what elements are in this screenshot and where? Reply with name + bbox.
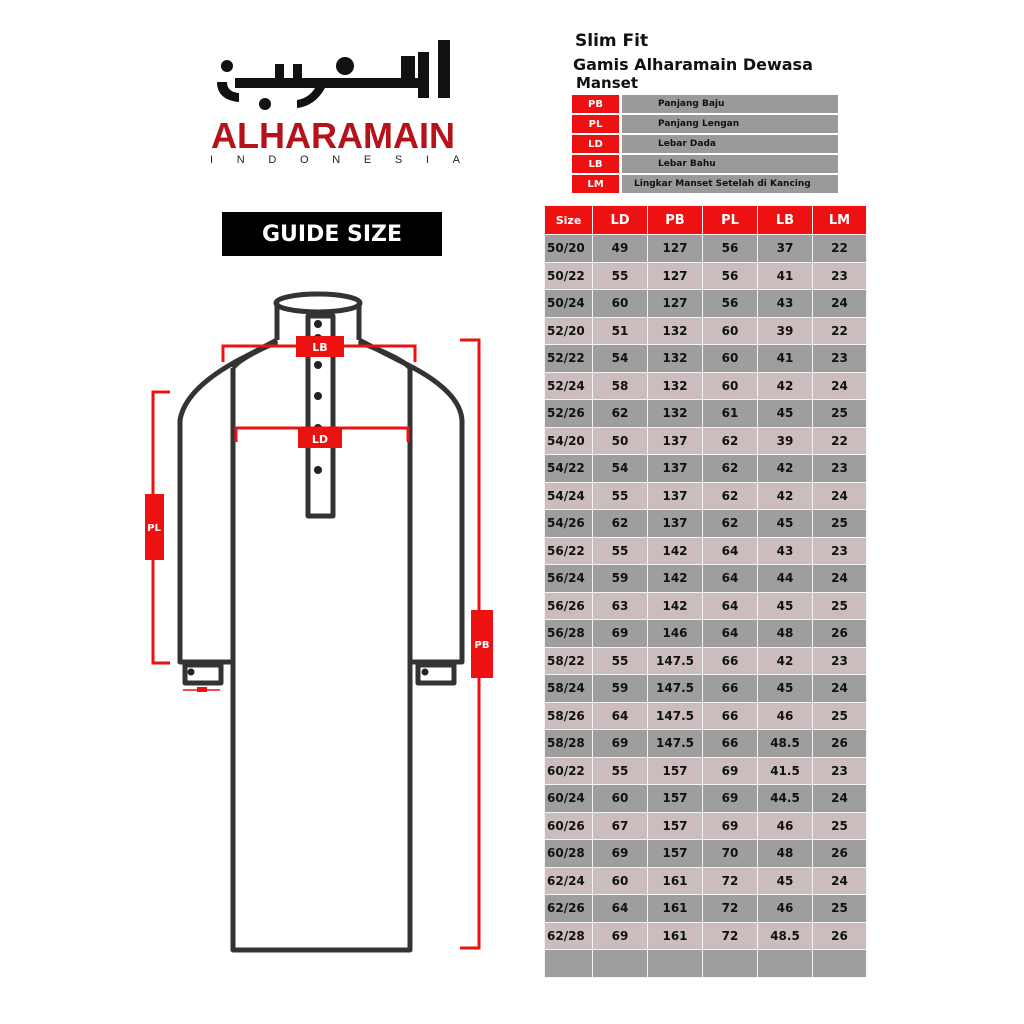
measurement-cell: 44.5 — [758, 785, 813, 813]
measurement-cell: 22 — [813, 427, 867, 455]
measurement-cell: 64 — [703, 565, 758, 593]
measurement-cell: 37 — [758, 235, 813, 263]
measurement-cell: 161 — [648, 895, 703, 923]
size-table-body — [545, 235, 867, 978]
table-row — [545, 647, 867, 675]
measurement-cell: 25 — [813, 702, 867, 730]
measurement-cell: 69 — [593, 922, 648, 950]
measurement-cell: 142 — [648, 565, 703, 593]
measurement-cell: 54 — [593, 455, 648, 483]
legend-row — [572, 115, 838, 133]
measurement-cell: 44 — [758, 565, 813, 593]
measurement-cell — [648, 950, 703, 978]
measurement-cell: 25 — [813, 895, 867, 923]
measurement-cell: 23 — [813, 647, 867, 675]
measurement-cell: 137 — [648, 427, 703, 455]
header-lm: LM — [813, 206, 867, 235]
product-title: Gamis Alharamain Dewasa — [573, 55, 813, 74]
measurement-cell: 26 — [813, 730, 867, 758]
brand-name: ALHARAMAIN — [211, 115, 455, 156]
variant-title: Manset — [576, 74, 638, 92]
measurement-cell: 62 — [703, 482, 758, 510]
measurement-cell: 39 — [758, 317, 813, 345]
size-chart-table — [544, 205, 867, 978]
measurement-cell: 62 — [593, 400, 648, 428]
table-row — [545, 262, 867, 290]
measurement-cell: 48.5 — [758, 730, 813, 758]
measurement-cell: 69 — [703, 785, 758, 813]
measurement-cell: 46 — [758, 812, 813, 840]
measurement-cell: 56 — [703, 235, 758, 263]
measurement-cell: 41.5 — [758, 757, 813, 785]
table-row — [545, 950, 867, 978]
measurement-cell: 70 — [703, 840, 758, 868]
measurement-cell: 46 — [758, 895, 813, 923]
subtitle-letter: I — [210, 154, 214, 166]
guide-size-banner: GUIDE SIZE — [222, 212, 442, 256]
measurement-cell: 60 — [703, 372, 758, 400]
size-cell: 56/22 — [545, 537, 593, 565]
size-cell: 62/24 — [545, 867, 593, 895]
subtitle-letter: S — [394, 154, 403, 166]
table-row — [545, 427, 867, 455]
measurement-cell: 69 — [593, 840, 648, 868]
measurement-cell: 62 — [703, 427, 758, 455]
table-row — [545, 290, 867, 318]
measurement-cell — [593, 950, 648, 978]
table-row — [545, 840, 867, 868]
measurement-cell: 56 — [703, 262, 758, 290]
measurement-cell: 66 — [703, 730, 758, 758]
measurement-cell: 24 — [813, 867, 867, 895]
measurement-cell: 22 — [813, 235, 867, 263]
measurement-cell: 132 — [648, 372, 703, 400]
measurement-cell: 48 — [758, 840, 813, 868]
subtitle-letter: D — [268, 154, 277, 166]
measurement-cell: 45 — [758, 592, 813, 620]
measurement-cell: 62 — [703, 455, 758, 483]
brand-subtitle — [210, 154, 460, 166]
measurement-cell: 25 — [813, 400, 867, 428]
measurement-cell: 23 — [813, 537, 867, 565]
measurement-cell: 54 — [593, 345, 648, 373]
measurement-cell: 127 — [648, 262, 703, 290]
measurement-cell: 142 — [648, 537, 703, 565]
size-cell: 60/28 — [545, 840, 593, 868]
table-row — [545, 510, 867, 538]
measurement-cell: 25 — [813, 812, 867, 840]
legend-code: LB — [572, 155, 619, 173]
measurement-cell: 24 — [813, 372, 867, 400]
legend-code: PL — [572, 115, 619, 133]
measurement-cell: 39 — [758, 427, 813, 455]
size-cell: 54/22 — [545, 455, 593, 483]
measurement-cell: 64 — [703, 620, 758, 648]
table-row — [545, 565, 867, 593]
table-row — [545, 620, 867, 648]
size-cell: 52/22 — [545, 345, 593, 373]
measurement-cell: 24 — [813, 785, 867, 813]
size-cell: 58/26 — [545, 702, 593, 730]
measurement-cell — [813, 950, 867, 978]
measurement-cell: 161 — [648, 922, 703, 950]
measurement-cell: 69 — [593, 620, 648, 648]
legend-row — [572, 95, 838, 113]
measurement-cell: 60 — [593, 290, 648, 318]
header-ld: LD — [593, 206, 648, 235]
legend-desc: Lebar Bahu — [622, 155, 838, 173]
measurement-cell: 48 — [758, 620, 813, 648]
table-row — [545, 785, 867, 813]
pb-label: PB — [474, 640, 490, 651]
measurement-cell: 137 — [648, 510, 703, 538]
measurement-cell: 23 — [813, 345, 867, 373]
measurement-cell: 46 — [758, 702, 813, 730]
measurement-cell: 62 — [703, 510, 758, 538]
measurement-cell: 61 — [703, 400, 758, 428]
measurement-cell: 50 — [593, 427, 648, 455]
measurement-cell: 55 — [593, 757, 648, 785]
measurement-cell: 42 — [758, 482, 813, 510]
measurement-cell: 45 — [758, 867, 813, 895]
measurement-cell: 43 — [758, 290, 813, 318]
measurement-cell: 45 — [758, 400, 813, 428]
size-cell — [545, 950, 593, 978]
ld-label: LD — [311, 433, 329, 446]
measurement-cell: 60 — [593, 785, 648, 813]
size-cell: 50/20 — [545, 235, 593, 263]
measurement-cell — [703, 950, 758, 978]
table-row — [545, 235, 867, 263]
measurement-cell: 62 — [593, 510, 648, 538]
measurement-cell: 137 — [648, 482, 703, 510]
table-row — [545, 537, 867, 565]
legend-desc: Panjang Lengan — [622, 115, 838, 133]
subtitle-letter: I — [425, 154, 429, 166]
legend-code: PB — [572, 95, 619, 113]
table-row — [545, 317, 867, 345]
measurement-cell: 45 — [758, 510, 813, 538]
table-row — [545, 592, 867, 620]
measurement-cell: 26 — [813, 922, 867, 950]
size-cell: 56/26 — [545, 592, 593, 620]
table-row — [545, 895, 867, 923]
size-cell: 58/28 — [545, 730, 593, 758]
lb-label: LB — [312, 341, 328, 354]
measurement-cell: 25 — [813, 510, 867, 538]
measurement-cell: 64 — [593, 895, 648, 923]
subtitle-letter: A — [452, 154, 460, 166]
table-row — [545, 757, 867, 785]
size-cell: 60/24 — [545, 785, 593, 813]
legend-desc: Panjang Baju — [622, 95, 838, 113]
measurement-cell: 137 — [648, 455, 703, 483]
size-cell: 50/22 — [545, 262, 593, 290]
header-pb: PB — [648, 206, 703, 235]
measurement-cell: 55 — [593, 537, 648, 565]
measurement-cell: 147.5 — [648, 675, 703, 703]
measurement-cell: 45 — [758, 675, 813, 703]
measurement-cell: 127 — [648, 235, 703, 263]
pl-label: PL — [147, 523, 161, 534]
measurement-cell: 59 — [593, 565, 648, 593]
measurement-cell: 43 — [758, 537, 813, 565]
measurement-cell: 127 — [648, 290, 703, 318]
size-cell: 58/24 — [545, 675, 593, 703]
subtitle-letter: N — [332, 154, 341, 166]
table-row — [545, 455, 867, 483]
measurement-cell: 23 — [813, 757, 867, 785]
measurement-cell: 66 — [703, 702, 758, 730]
legend-row — [572, 175, 838, 193]
table-row — [545, 345, 867, 373]
measurement-cell: 146 — [648, 620, 703, 648]
measurement-cell: 22 — [813, 317, 867, 345]
table-header-row — [545, 206, 867, 235]
measurement-cell: 66 — [703, 647, 758, 675]
size-cell: 56/28 — [545, 620, 593, 648]
table-row — [545, 812, 867, 840]
measurement-cell: 132 — [648, 317, 703, 345]
size-cell: 52/20 — [545, 317, 593, 345]
size-cell: 54/20 — [545, 427, 593, 455]
table-row — [545, 867, 867, 895]
subtitle-letter: N — [236, 154, 245, 166]
legend-code: LM — [572, 175, 619, 193]
table-row — [545, 482, 867, 510]
measurement-cell: 49 — [593, 235, 648, 263]
table-row — [545, 372, 867, 400]
measurement-cell: 55 — [593, 647, 648, 675]
measurement-cell: 41 — [758, 345, 813, 373]
table-row — [545, 730, 867, 758]
measurement-cell: 42 — [758, 647, 813, 675]
measurement-cell: 55 — [593, 262, 648, 290]
measurement-cell: 157 — [648, 812, 703, 840]
measurement-cell: 41 — [758, 262, 813, 290]
legend-row — [572, 155, 838, 173]
measurement-cell: 64 — [593, 702, 648, 730]
measurement-cell: 157 — [648, 757, 703, 785]
measurement-cell: 24 — [813, 290, 867, 318]
size-cell: 52/24 — [545, 372, 593, 400]
measurement-cell: 48.5 — [758, 922, 813, 950]
measurement-cell: 147.5 — [648, 647, 703, 675]
measurement-cell: 25 — [813, 592, 867, 620]
header-size: Size — [545, 206, 593, 235]
measurement-cell: 72 — [703, 895, 758, 923]
legend-code: LD — [572, 135, 619, 153]
measurement-cell: 157 — [648, 840, 703, 868]
measurement-cell: 58 — [593, 372, 648, 400]
measurement-cell: 55 — [593, 482, 648, 510]
brand-arabic-logo — [205, 38, 460, 113]
subtitle-letter: E — [363, 154, 372, 166]
measurement-legend — [572, 95, 838, 195]
measurement-cell — [758, 950, 813, 978]
measurement-cell: 147.5 — [648, 702, 703, 730]
size-cell: 54/26 — [545, 510, 593, 538]
measurement-cell: 60 — [703, 345, 758, 373]
measurement-cell: 161 — [648, 867, 703, 895]
measurement-cell: 64 — [703, 537, 758, 565]
measurement-cell: 24 — [813, 482, 867, 510]
size-cell: 52/26 — [545, 400, 593, 428]
measurement-cell: 63 — [593, 592, 648, 620]
table-row — [545, 400, 867, 428]
size-cell: 60/26 — [545, 812, 593, 840]
measurement-cell: 147.5 — [648, 730, 703, 758]
header-lb: LB — [758, 206, 813, 235]
size-cell: 56/24 — [545, 565, 593, 593]
size-cell: 62/28 — [545, 922, 593, 950]
measurement-cell: 67 — [593, 812, 648, 840]
size-cell: 62/26 — [545, 895, 593, 923]
measurement-cell: 64 — [703, 592, 758, 620]
fit-title: Slim Fit — [575, 31, 649, 51]
measurement-cell: 132 — [648, 400, 703, 428]
garment-diagram — [140, 280, 540, 980]
legend-desc: Lebar Dada — [622, 135, 838, 153]
measurement-cell: 69 — [703, 812, 758, 840]
measurement-cell: 142 — [648, 592, 703, 620]
measurement-cell: 26 — [813, 620, 867, 648]
measurement-cell: 42 — [758, 372, 813, 400]
measurement-cell: 42 — [758, 455, 813, 483]
legend-row — [572, 135, 838, 153]
header-pl: PL — [703, 206, 758, 235]
measurement-cell: 24 — [813, 675, 867, 703]
size-cell: 58/22 — [545, 647, 593, 675]
measurement-cell: 51 — [593, 317, 648, 345]
measurement-cell: 56 — [703, 290, 758, 318]
table-row — [545, 675, 867, 703]
size-cell: 54/24 — [545, 482, 593, 510]
measurement-cell: 69 — [593, 730, 648, 758]
measurement-cell: 23 — [813, 262, 867, 290]
measurement-cell: 157 — [648, 785, 703, 813]
measurement-cell: 72 — [703, 922, 758, 950]
table-row — [545, 922, 867, 950]
measurement-cell: 66 — [703, 675, 758, 703]
legend-desc: Lingkar Manset Setelah di Kancing — [622, 175, 838, 193]
measurement-cell: 24 — [813, 565, 867, 593]
measurement-cell: 60 — [593, 867, 648, 895]
measurement-cell: 23 — [813, 455, 867, 483]
measurement-cell: 69 — [703, 757, 758, 785]
measurement-cell: 132 — [648, 345, 703, 373]
measurement-cell: 72 — [703, 867, 758, 895]
size-cell: 50/24 — [545, 290, 593, 318]
subtitle-letter: O — [299, 154, 309, 166]
measurement-cell: 59 — [593, 675, 648, 703]
measurement-cell: 26 — [813, 840, 867, 868]
size-cell: 60/22 — [545, 757, 593, 785]
table-row — [545, 702, 867, 730]
measurement-cell: 60 — [703, 317, 758, 345]
